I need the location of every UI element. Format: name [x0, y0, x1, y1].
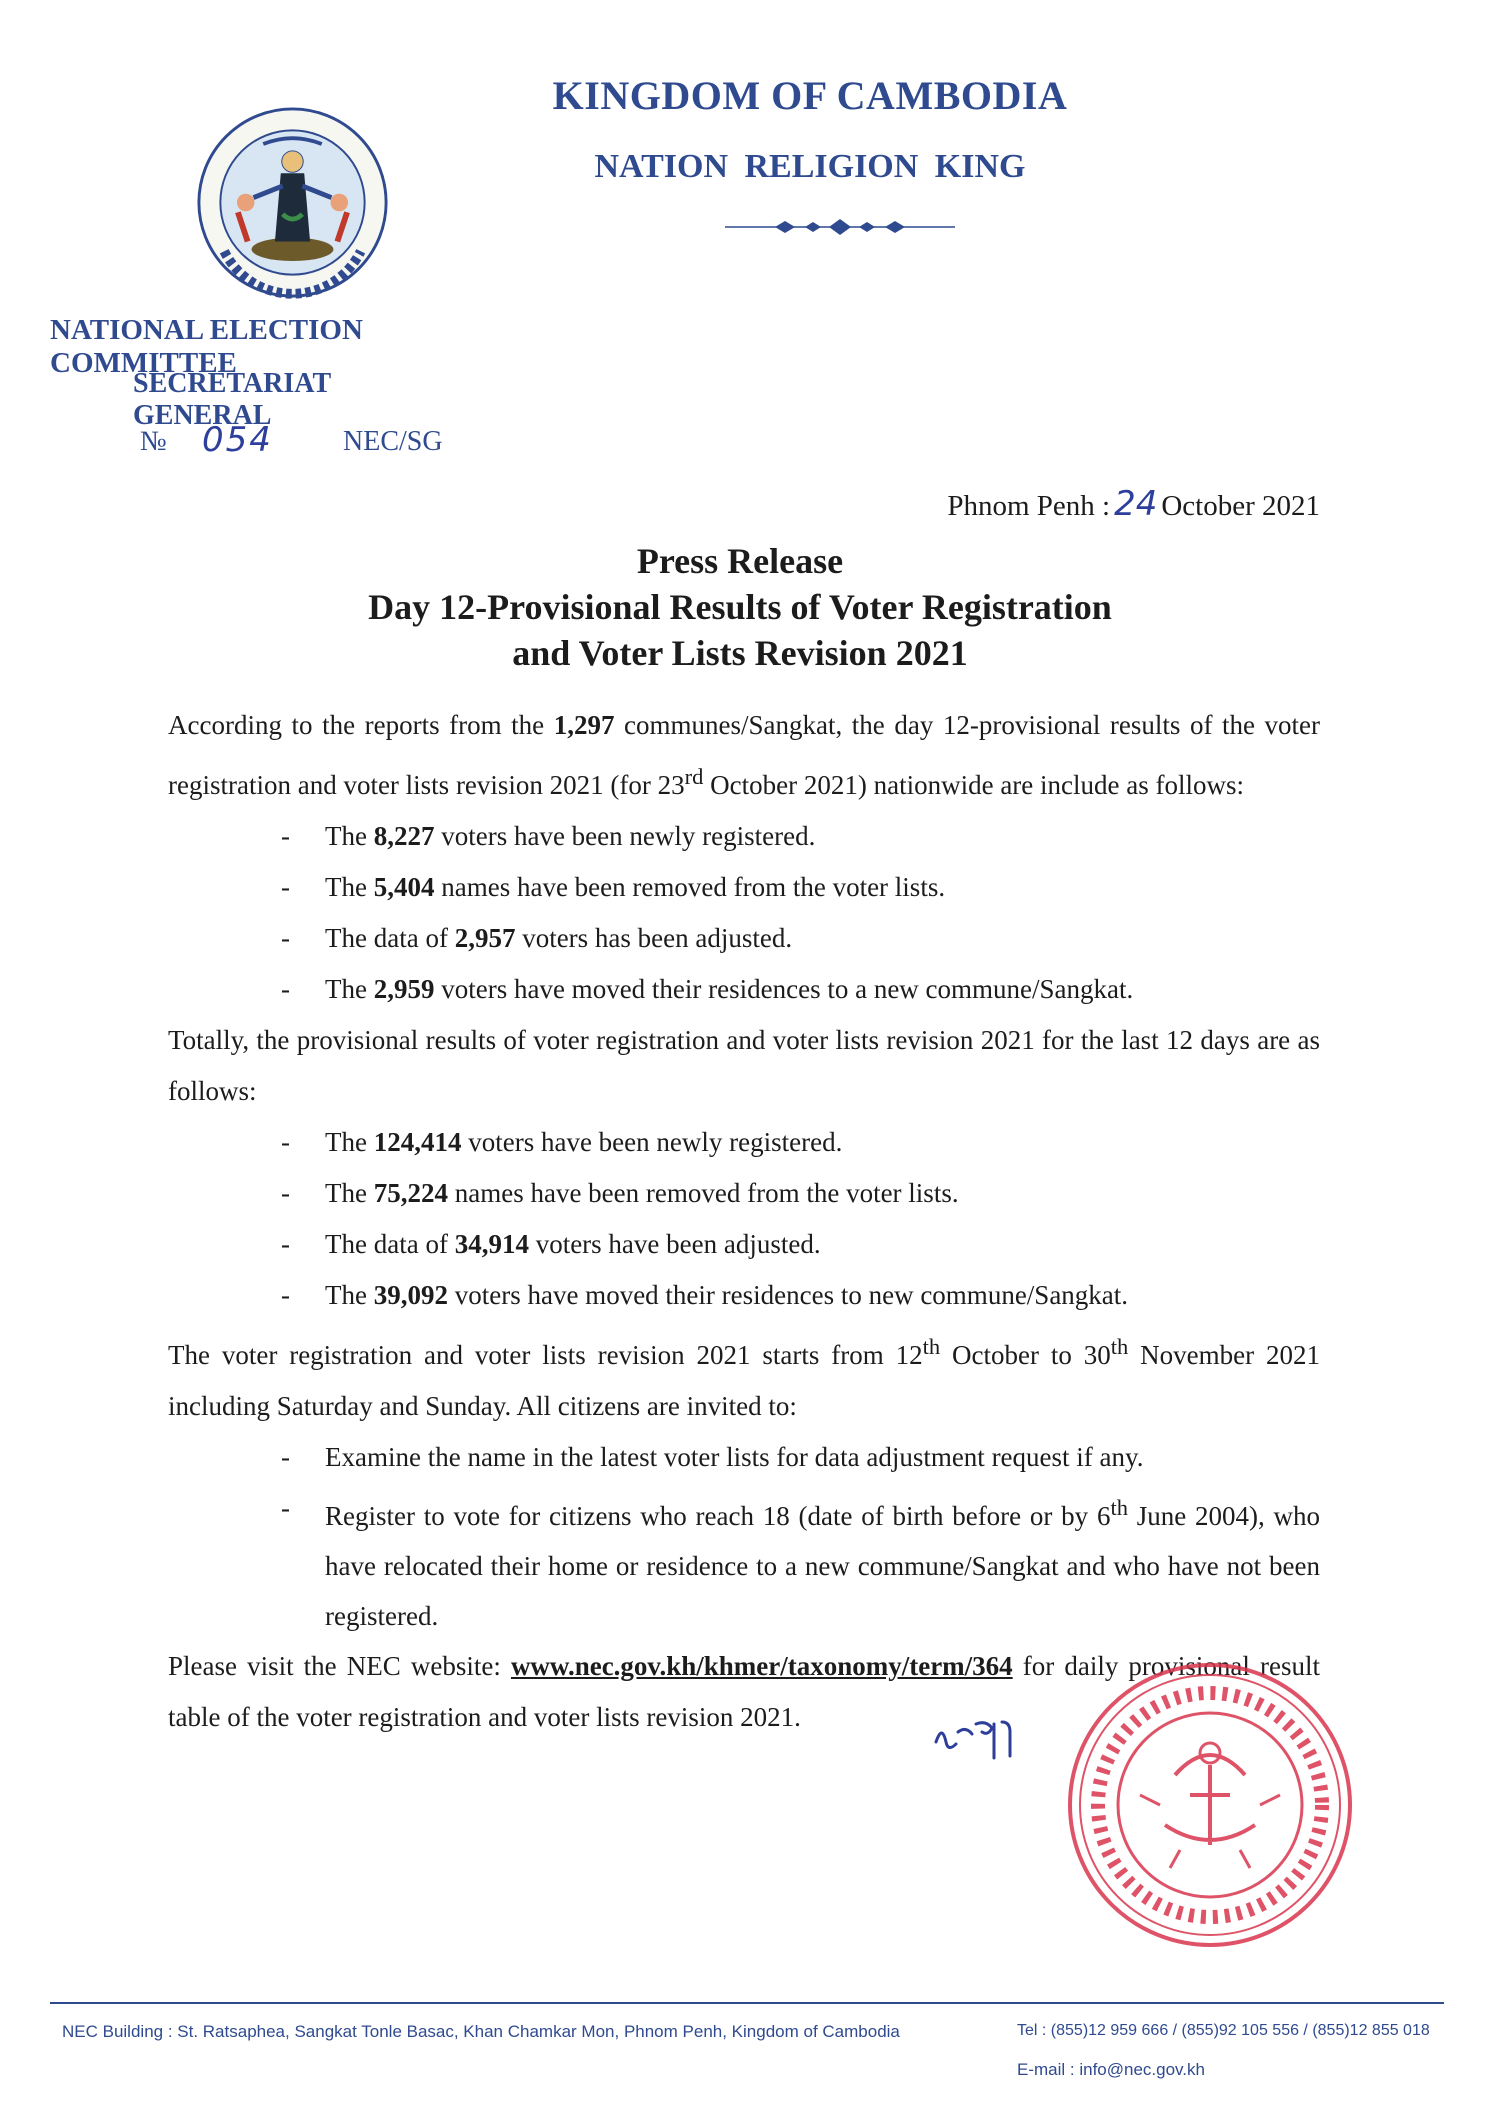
- list-item: - The 8,227 voters have been newly registered.: [281, 821, 816, 851]
- intro-paragraph: According to the reports from the 1,297 communes/Sangkat, the day 12-provisional results of the voter registration and voter lists revision 2021 (for 23rd October 2021) nationwide are include as follows:: [168, 710, 1321, 800]
- official-stamp-icon: [1060, 1655, 1360, 1955]
- list-item: - The 2,959 voters have moved their residences to a new commune/Sangkat.: [281, 974, 1134, 1004]
- kingdom-heading: KINGDOM OF CAMBODIA: [552, 73, 1068, 118]
- list-item: - The data of 2,957 voters has been adjusted.: [281, 923, 793, 953]
- closing-paragraph: Please visit the NEC website: www.nec.gov.kh/khmer/taxonomy/term/364 for daily provisional result table of the voter registration and voter lists revision 2021.: [168, 1651, 1320, 1732]
- reference-number-handwritten: 054: [202, 420, 273, 460]
- nec-logo-icon: [195, 105, 390, 300]
- list-item: - Register to vote for citizens who reach 18 (date of birth before or by 6th June 2004), who have relocated their home or residence to a new commune/Sangkat and who have not been registered.: [281, 1493, 1320, 1631]
- reference-prefix: №: [140, 426, 167, 457]
- period-paragraph: The voter registration and voter lists revision 2021 starts from 12th October to 30th November 2021 including Saturday and Sunday. All citizens are invited to:: [168, 1334, 1320, 1421]
- total-results-list: [168, 1117, 1320, 1321]
- document-subtitle-line1: Day 12-Provisional Results of Voter Registration: [368, 587, 1112, 627]
- list-item: - The 39,092 voters have moved their residences to new commune/Sangkat.: [281, 1280, 1129, 1310]
- document-subtitle-line2: and Voter Lists Revision 2021: [512, 633, 968, 673]
- reference-number: [140, 420, 540, 464]
- invitation-list: [168, 1432, 1320, 1641]
- document-title: Press Release: [636, 541, 844, 581]
- daily-results-list: [168, 811, 1320, 1015]
- footer-telephone: Tel : (855)12 959 666 / (855)92 105 556 / (855)12 855 018: [1017, 2022, 1430, 2039]
- totals-intro-paragraph: Totally, the provisional results of voter registration and voter lists revision 2021 for the last 12 days are as follows:: [168, 1025, 1320, 1106]
- date-day-handwritten: 24: [1114, 484, 1158, 524]
- document-body: [168, 700, 1320, 1743]
- footer-divider: [50, 2002, 1444, 2004]
- organization-unit: SECRETARIAT GENERAL: [133, 368, 331, 431]
- date-month-year: October 2021: [1161, 490, 1320, 522]
- ornament-divider-icon: [725, 212, 955, 242]
- list-item: - The 75,224 names have been removed from the voter lists.: [281, 1178, 959, 1208]
- organization-name: NATIONAL ELECTION COMMITTEE: [50, 314, 363, 379]
- footer-email[interactable]: E-mail : info@nec.gov.kh: [1017, 2060, 1205, 2079]
- list-item: - Examine the name in the latest voter lists for data adjustment request if any.: [281, 1442, 1144, 1472]
- reference-suffix: NEC/SG: [343, 426, 443, 457]
- date-line: [820, 484, 1320, 524]
- national-motto: NATION RELIGION KING: [594, 148, 1026, 185]
- list-item: - The 5,404 names have been removed from the voter lists.: [281, 872, 946, 902]
- nec-website-link[interactable]: www.nec.gov.kh/khmer/taxonomy/term/364: [510, 1651, 1013, 1681]
- communes-count: 1,297: [553, 710, 615, 740]
- list-item: - The 124,414 voters have been newly registered.: [281, 1127, 843, 1157]
- handwritten-initials-icon: [932, 1712, 1024, 1762]
- list-item: - The data of 34,914 voters have been adjusted.: [281, 1229, 821, 1259]
- date-place: Phnom Penh :: [947, 490, 1111, 522]
- footer-address: NEC Building : St. Ratsaphea, Sangkat Tonle Basac, Khan Chamkar Mon, Phnom Penh, Kingdom of Cambodia: [62, 2022, 900, 2041]
